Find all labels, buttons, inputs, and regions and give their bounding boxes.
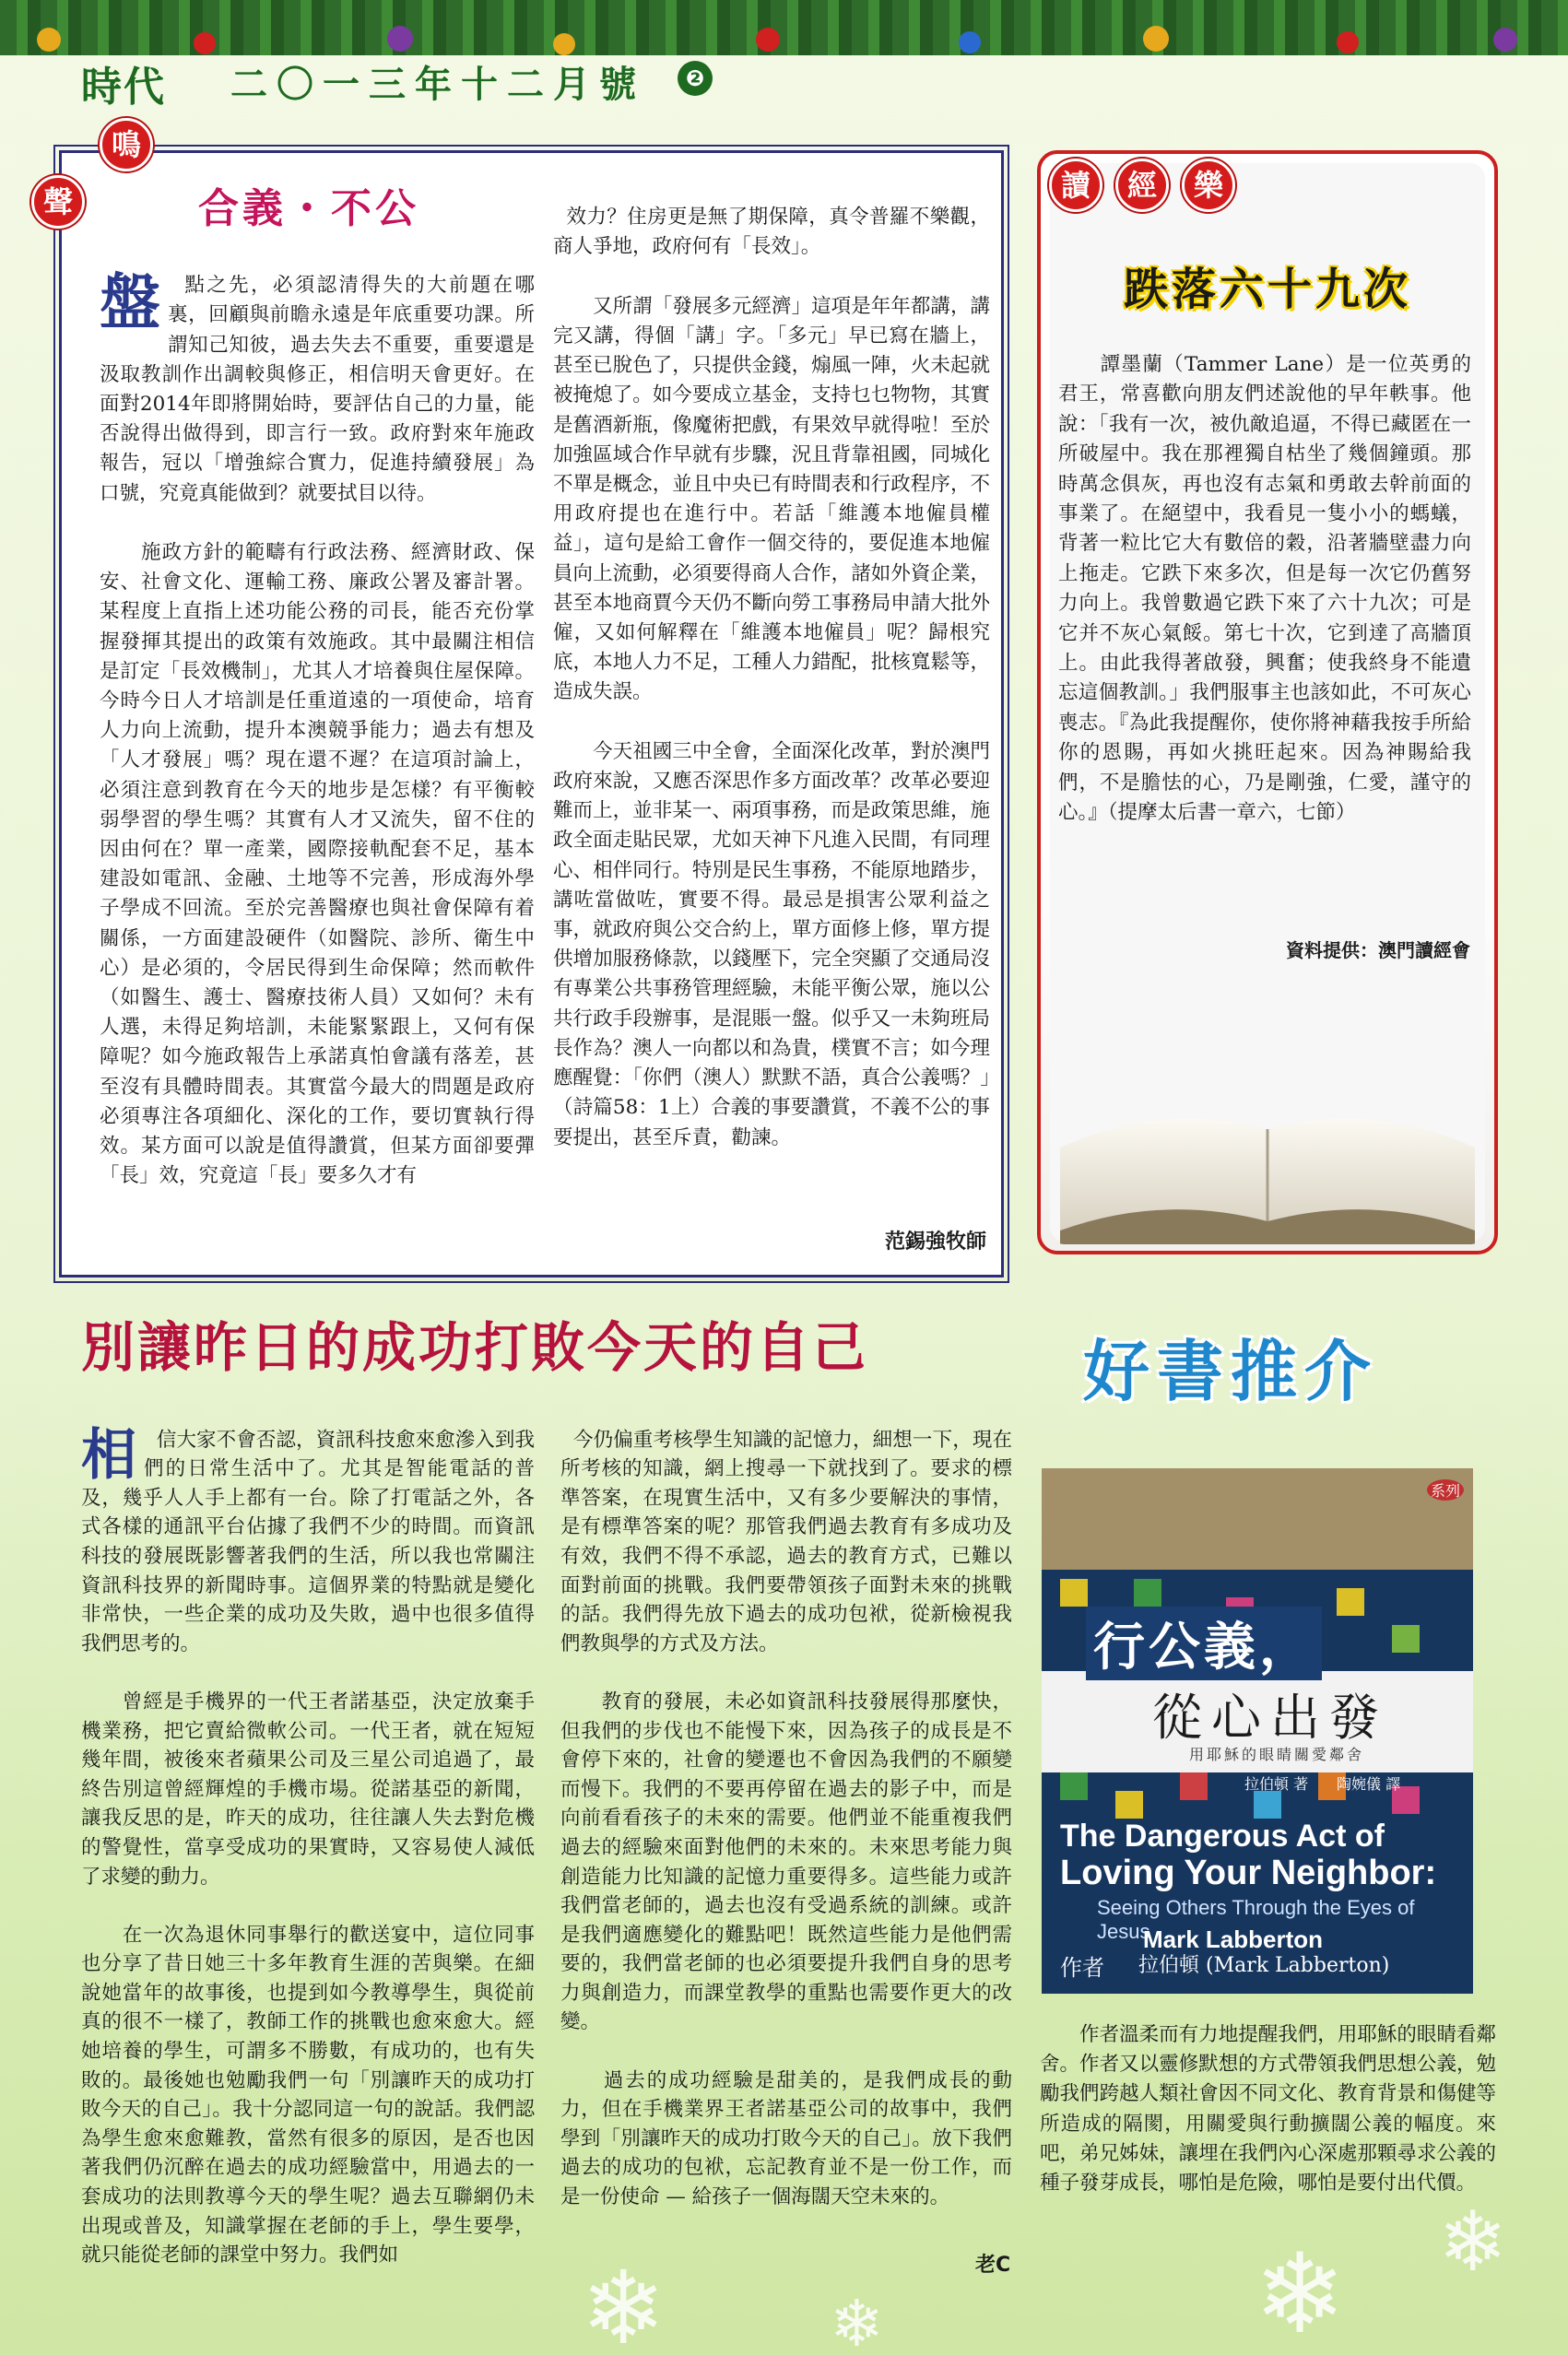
column-badge: 鳴 [100,118,153,171]
article-author: 老C [975,2254,1011,2277]
ornament-decoration [387,26,413,52]
book-recommendation-heading: 好書推介 [1083,1333,1379,1410]
book-cover-translator: 陶婉儀 譯 [1337,1775,1401,1793]
article-column [560,1396,1012,2263]
article-column [100,241,535,1251]
book-author-value: 拉伯頓 (Mark Labberton) [1138,1954,1390,1977]
column-badge: 讀 [1049,159,1102,212]
book-cover-english-subtitle: Seeing Others Through the Eyes of Jesus [1097,1896,1415,1943]
book-description: 作者溫柔而有力地提醒我們，用耶穌的眼睛看鄰舍。作者又以靈修默想的方式帶領我們思想公義，勉勵我們跨越人類社會因不同文化、教育背景和傷健等所造成的隔閡，用關愛與行動擴闊公義的幅度。來吧，弟兄姊妹，讓埋在我們內心深處那顆尋求公義的種子發芽成長，哪怕是危險，哪怕是要付出代價。 [1040,2023,1496,2196]
issue-date: 二〇一三年十二月號 [230,64,645,106]
snowflake-icon: ❄ [830,2286,884,2355]
book-cover-english-title: The Dangerous Act of [1060,1819,1385,1854]
publication-name: 時代 [81,64,166,111]
devotional-title: 跌落六十九次 [1123,264,1411,315]
snowflake-icon: ❄ [1438,2194,1508,2290]
article-title: 合義・不公 [198,185,419,232]
column-badge: 樂 [1182,159,1235,212]
book-cover-english-author: Mark Labberton [1143,1925,1324,1953]
book-cover-title: 行公義， [1086,1607,1322,1680]
ornament-decoration [959,31,981,53]
book-cover [1042,1468,1473,1994]
source-credit: 資料提供：澳門讀經會 [1286,939,1470,961]
page-number: ❷ [678,61,713,96]
book-cover-subtitle: 用耶穌的眼睛關愛鄰舍 [1189,1746,1365,1763]
ornament-decoration [37,28,61,52]
ornament-decoration [756,28,780,52]
article-author: 范錫強牧師 [885,1230,987,1254]
article-text: 點之先，必須認清得失的大前題在哪裏，回顧與前瞻永遠是年底重要功課。所謂知己知彼，過去失去不重要，重要還是汲取教訓作出調較與修正，相信明天會更好。在面對2014年即將開始時，要評估自己的力量，能否說得出做得到，即言行一致。政府對來年施政報告，冠以「增強綜合實力，促進持續發展」為口號，究竟真能做到？就要拭目以待。 施政方針的範疇有行政法務、經濟財政、保安、社會文化、運輸工務、廉政公署及審計署。某程度上直指上述功能公務的司長，能否充份掌握發揮其提出的政策有效施政。其中最關注相信是訂定「長效機制」，尤其人才培養與住屋保障。今時今日人才培訓是任重道遠的一項使命，培育人力向上流動，提升本澳競爭能力；過去有想及「人才發展」嗎？現在還不遲？在這項討論上，必須注意到教育在今天的地步是怎樣？有平衡較弱學習的學生嗎？其實有人才又流失，留不住的因由何在？單一產業，國際接軌配套不足，基本建設如電訊、金融、土地等不完善，形成海外學子學成不回流。至於完善醫療也與社會保障有着關係，一方面建設硬件（如醫院、診所、衛生中心）是必須的，令居民得到生命保障；然而軟件（如醫生、護士、醫療技術人員）又如何？未有人選，未得足夠培訓，未能緊緊跟上，又何有保障呢？如今施政報告上承諾真怕會議有落差，甚至沒有具體時間表。其實當今最大的問題是政府必須專注各項細化、深化的工作，要切實執行得效。某方面可以說是值得讚賞，但某方面卻要彈「長」效，究竟這「長」要多久才有 [100,274,535,1188]
article-column [553,173,990,1206]
column-badge: 經 [1115,159,1169,212]
book-author-label: 作者 [1060,1955,1104,1981]
ornament-decoration [1337,31,1359,53]
article-text: 信大家不會否認，資訊科技愈來愈滲入到我們的日常生活中了。尤其是智能電話的普及，幾乎人人手上都有一台。除了打電話之外，各式各樣的通訊平台佔據了我們不少的時間。而資訊科技的發展既影響著我們的生活，所以我也常關注資訊科技界的新聞時事。這個界業的特點就是變化非常快，一些企業的成功及失敗，過中也很多值得我們思考的。 曾經是手機界的一代王者諾基亞，決定放棄手機業務，把它賣給微軟公司。一代王者，就在短短幾年間，被後來者蘋果公司及三星公司追過了，最終告別這曾經輝煌的手機市場。從諾基亞的新聞，讓我反思的是，昨天的成功，往往讓人失去對危機的警覺性，當享受成功的果實時，又容易使人減低了求變的動力。 在一次為退休同事舉行的歡送宴中，這位同事也分享了昔日她三十多年教育生涯的苦與樂。在細說她當年的故事後，也提到如今教導學生，與從前真的很不一樣了，教師工作的挑戰也愈來愈大。經她培養的學生，可謂多不勝數，有成功的，也有失敗的。最後她也勉勵我們一句「別讓昨天的成功打敗今天的自己」。我十分認同這一句的說話。我們認為學生愈來愈難教，當然有很多的原因，是否也因著我們仍沉醉在過去的成功經驗當中，用過去的一套成功的法則教導今天的學生呢？過去互聯網仍未出現或普及，知識掌握在老師的手上，學生要學，就只能從老師的課堂中努力。我們如 [81,1428,535,2267]
book-cover-english-title: Loving Your Neighbor: [1060,1854,1437,1892]
article-column [81,1396,535,2267]
snowflake-icon: ❄ [581,2249,666,2355]
book-cover-author: 拉伯頓 著 [1244,1775,1309,1793]
ornament-decoration [553,33,575,55]
article-text: 今仍偏重考核學生知識的記憶力，細想一下，現在所考核的知識，網上搜尋一下就找到了。要求的標準答案，在現實生活中，又有多少要解決的事情，是有標準答案的呢？那管我們過去教育有多成功及有效，我們不得不承認，過去的教育方式，已難以面對前面的挑戰。我們要帶領孩子面對未來的挑戰的話。我們得先放下過去的成功包袱，從新檢視我們教與學的方式及方法。 教育的發展，未必如資訊科技發展得那麼快，但我們的步伐也不能慢下來，因為孩子的成長是不會停下來的，社會的變遷也不會因為我們的不願變而慢下。我們的不要再停留在過去的影子中，而是向前看看孩子的未來的需要。他們並不能重複我們過去的經驗來面對他們的未來的。未來思考能力與創造能力比知識的記憶力重要得多。這些能力或許我們當老師的，過去也沒有受過系統的訓練。或許是我們適應變化的難點吧！既然這些能力是他們需要的，我們當老師的也必須要提升我們自身的思考力與創造力，而課堂教學的重點也需要作更大的改變。 過去的成功經驗是甜美的，是我們成長的動力，但在手機業界王者諾基亞公司的故事中，我們學到「別讓昨天的成功打敗今天的自己」。放下我們過去的成功的包袱，忘記教育並不是一份工作，而是一份使命 — 給孩子一個海闊天空未來的。 [560,1428,1012,2209]
book-cover-title: 從心出發 [1152,1689,1388,1747]
ornament-decoration [1493,28,1517,52]
devotional-text: 譚墨蘭（Tammer Lane）是一位英勇的君王，常喜歡向朋友們述說他的早年軼事。他說：「我有一次，被仇敵追逼，不得已藏匿在一所破屋中。我在那裡獨自枯坐了幾個鐘頭。那時萬念俱灰，再也沒有志氣和勇敢去幹前面的事業了。在絕望中，我看見一隻小小的螞蟻，背著一粒比它大有數倍的穀，沿著牆壁盡力向上拖走。它跌下來多次，但是每一次它仍舊努力向上。我曾數過它跌下來了六十九次；可是它并不灰心氣餒。第七十次，它到達了高牆頂上。由此我得著啟發，興奮；使我終身不能遺忘這個教訓。」我們服事主也該如此，不可灰心喪志。『為此我提醒你，使你將神藉我按手所給你的恩賜，再如火挑旺起來。因為神賜給我們，不是膽怯的心，乃是剛強，仁愛，謹守的心。』（提摩太后書一章六，七節） [1058,353,1471,825]
article-title: 別讓昨日的成功打敗今天的自己 [81,1316,869,1379]
ornament-decoration [194,32,216,54]
dropcap: 相 [81,1422,136,1488]
column-badge: 聲 [31,175,85,229]
ornament-decoration [1143,26,1169,52]
article-text: 效力？住房更是無了期保障，真令普羅不樂觀，商人爭地，政府何有「長效」。 又所謂「發展多元經濟」這項是年年都講，講完又講，得個「講」字。「多元」早已寫在牆上，甚至已脫色了，只提供金錢，煽風一陣，火未起就被掩熄了。如今要成立基金，支持乜乜物物，其實是舊酒新瓶，像魔術把戲，有果效早就得啦！至於加強區域合作早就有步驟，況且背靠祖國，同城化不單是概念，並且中央已有時間表和行政程序，不用政府提也在進行中。若話「維護本地僱員權益」，這句是給工會作一個交待的，要促進本地僱員向上流動，必須要得商人合作，諸如外資企業，甚至本地商賈今天仍不斷向勞工事務局申請大批外僱，又如何解釋在「維護本地僱員」呢？歸根究底，本地人力不足，工種人力錯配，批核寬鬆等，造成失誤。 今天祖國三中全會，全面深化改革，對於澳門政府來說，又應否深思作多方面改革？改革必要迎難而上，並非某一、兩項事務，而是政策思維，施政全面走貼民眾，尤如天神下凡進入民間，有同理心、相伴同行。特別是民生事務，不能原地踏步，講咗當做咗，實要不得。最忌是損害公眾利益之事，就政府與公交合約上，單方面修上修，單方提供增加服務條款，以錢壓下，完全突顯了交通局沒有專業公共事務管理經驗，未能平衡公眾，施以公共行政手段辦事，是混賬一盤。似乎又一未夠班局長作為？澳人一向都以和為貴，樸實不言；如今理應醒覺：「你們（澳人）默默不語，真合公義嗎？」（詩篇58：1上）合義的事要讚賞，不義不公的事要提出，甚至斥責，勸諫。 [553,206,990,1149]
open-book-image [1051,991,1484,1244]
book-series-label: 系列 [1427,1479,1464,1501]
holiday-garland [0,0,1568,55]
snowflake-icon: ❄ [1254,2231,1347,2355]
dropcap: 盤 [100,267,160,339]
